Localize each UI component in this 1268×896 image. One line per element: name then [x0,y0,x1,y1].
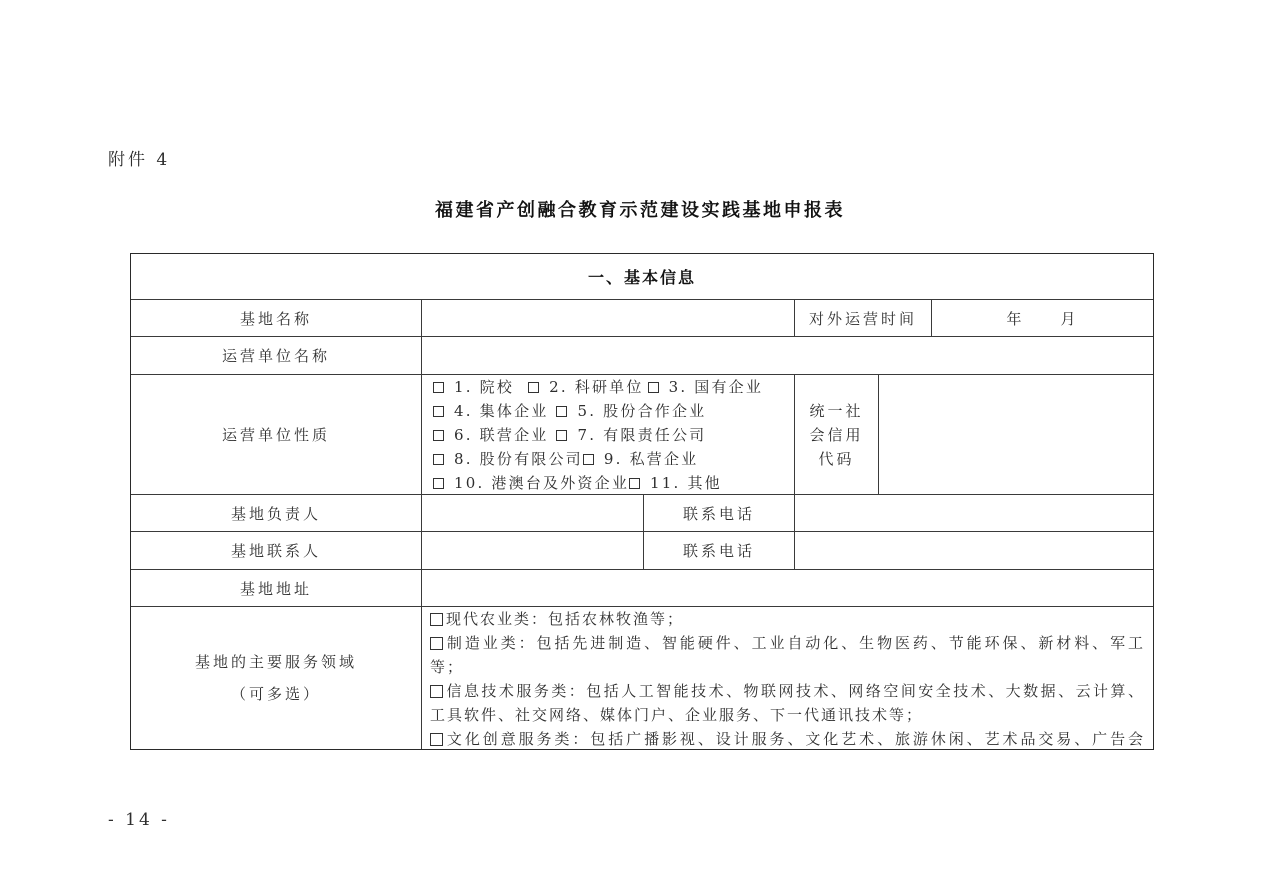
option-row [433,375,794,399]
operator-name-field[interactable] [421,336,1153,374]
base-name-label: 基地名称 [131,299,421,336]
checkbox-icon[interactable] [583,454,594,465]
operator-type-options [421,374,794,494]
checkbox-icon[interactable] [430,733,443,746]
credit-code-field[interactable] [878,374,1153,494]
operator-type-option[interactable] [433,450,583,468]
checkbox-icon[interactable] [433,406,444,417]
service-domain-line [430,607,1145,631]
base-contact-phone-field[interactable] [794,531,1153,569]
base-contact-field[interactable] [421,531,643,569]
service-domain-label-cell [131,606,421,749]
base-name-field[interactable] [421,299,794,336]
operator-type-label: 运营单位性质 [131,374,421,494]
service-domain-text: 工具软件、社交网络、媒体门户、企业服务、下一代通讯技术等； [430,706,924,724]
service-domain-text: 现代农业类：包括农林牧渔等； [446,610,685,628]
checkbox-icon[interactable] [556,430,567,441]
form-title: 福建省产创融合教育示范建设实践基地申报表 [435,200,845,221]
operator-type-option[interactable] [556,426,706,444]
base-address-field[interactable] [421,569,1153,606]
service-domain-text: 制造业类：包括先进制造、智能硬件、工业自动化、生物医药、节能环保、新材料、军工 [446,634,1145,652]
month-unit-label: 月 [1060,309,1079,328]
service-domain-line [430,655,1145,679]
service-domain-line [430,703,1145,727]
base-address-label: 基地地址 [131,569,421,606]
base-leader-label: 基地负责人 [131,494,421,531]
service-domain-note: （可多选） [230,685,321,703]
base-leader-phone-field[interactable] [794,494,1153,531]
option-label: 10. 港澳台及外资企业 [454,474,630,492]
checkbox-icon[interactable] [528,382,539,393]
option-label: 1. 院校 [454,378,515,396]
attachment-label: 附件 4 [108,150,171,170]
form-table [130,253,1154,750]
option-label: 5. 股份合作企业 [577,402,707,420]
service-domain-line [430,727,1145,749]
checkbox-icon[interactable] [433,478,444,489]
operator-type-option[interactable] [629,474,722,492]
checkbox-icon[interactable] [629,478,640,489]
year-unit-label: 年 [1006,309,1025,328]
credit-code-label: 统一社会信用代码 [809,401,864,468]
checkbox-icon[interactable] [430,685,443,698]
option-row [433,447,794,471]
service-domain-line [430,679,1145,703]
option-label: 7. 有限责任公司 [577,426,707,444]
operator-type-option[interactable] [433,474,629,492]
base-leader-field[interactable] [421,494,643,531]
section-header: 一、基本信息 [587,268,696,287]
operator-type-option[interactable] [583,450,698,468]
checkbox-icon[interactable] [556,406,567,417]
operator-type-option[interactable] [433,378,514,396]
operator-type-option[interactable] [556,402,706,420]
service-domain-line [430,631,1145,655]
operating-time-field[interactable] [931,299,1153,336]
service-domain-text: 等； [430,658,465,676]
base-contact-phone-label: 联系电话 [643,531,794,569]
credit-code-label-cell [794,374,878,494]
service-domain-text: 文化创意服务类：包括广播影视、设计服务、文化艺术、旅游休闲、艺术品交易、广告会 [446,730,1145,748]
option-label: 8. 股份有限公司 [454,450,583,468]
operating-time-label: 对外运营时间 [794,299,931,336]
option-label: 2. 科研单位 [549,378,644,396]
option-row [433,471,794,494]
option-label: 3. 国有企业 [668,378,764,396]
base-contact-label: 基地联系人 [131,531,421,569]
service-domain-options [421,606,1153,749]
page-number: - 14 - [108,810,170,830]
option-label: 9. 私营企业 [603,450,699,468]
service-domain-text: 信息技术服务类：包括人工智能技术、物联网技术、网络空间安全技术、大数据、云计算、 [446,682,1145,700]
checkbox-icon[interactable] [433,430,444,441]
service-domain-label: 基地的主要服务领域 [194,653,357,671]
option-row [433,423,794,447]
checkbox-icon[interactable] [433,454,444,465]
operator-type-option[interactable] [648,378,763,396]
checkbox-icon[interactable] [433,382,444,393]
checkbox-icon[interactable] [430,637,443,650]
option-label: 6. 联营企业 [454,426,549,444]
base-leader-phone-label: 联系电话 [643,494,794,531]
option-row [433,399,794,423]
checkbox-icon[interactable] [648,382,659,393]
operator-type-option[interactable] [528,378,643,396]
operator-type-option[interactable] [433,402,548,420]
operator-type-option[interactable] [433,426,548,444]
option-label: 11. 其他 [650,474,722,492]
checkbox-icon[interactable] [430,613,443,626]
operator-name-label: 运营单位名称 [131,336,421,374]
option-label: 4. 集体企业 [454,402,549,420]
